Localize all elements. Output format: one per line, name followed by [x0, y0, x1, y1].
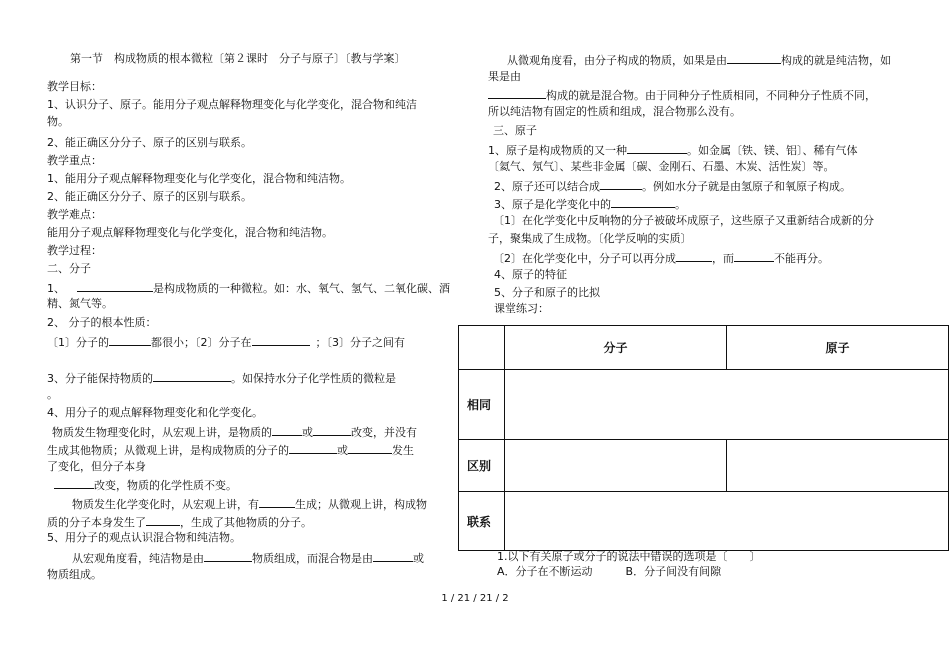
text: 不能再分。: [774, 252, 829, 265]
table-header-molecule: 分子: [505, 326, 727, 370]
fill-blank[interactable]: [109, 334, 151, 346]
section-atom: 三、原子: [493, 124, 537, 137]
practice-heading: 课堂练习：: [494, 302, 549, 315]
page-footer: 1 / 21 / 21 / 2: [441, 593, 509, 604]
text: 〔2〕在化学变化中，分子可以再分成: [493, 252, 676, 265]
text: 2、原子还可以结合成: [494, 180, 600, 193]
text: ，生成了其他物质的分子。: [180, 516, 312, 529]
atom-point-3-1: 〔1〕在化学变化中反响物的分子被破坏成原子，这些原子又重新结合成新的分: [493, 214, 874, 227]
text: 。例如水分子就是由氢原子和氧原子构成。: [642, 180, 851, 193]
row-label-relation: 联系: [459, 492, 505, 551]
text: 物质发生物理变化时，从宏观上讲，是物质的: [52, 426, 272, 439]
fill-blank[interactable]: [259, 496, 295, 508]
fill-blank[interactable]: [252, 334, 310, 346]
fill-blank[interactable]: [727, 52, 781, 64]
text: 生成；从微观上讲，构成物: [295, 498, 427, 511]
question-1: 1.以下有关原子或分子的说法中错误的选项是〔 〕: [497, 550, 761, 563]
lesson-title: 第一节 构成物质的根本微粒〔第２课时 分子与原子〕〔教与学案〕: [70, 52, 406, 65]
fill-blank[interactable]: [600, 178, 642, 190]
fill-blank[interactable]: [734, 250, 774, 262]
text: 改变，并没有: [351, 426, 417, 439]
text: 构成的就是混合物。由于同种分子性质相同，不同种分子性质不同，: [546, 89, 876, 102]
point-2: 2、 分子的根本性质：: [47, 316, 157, 329]
fill-blank[interactable]: [54, 477, 94, 489]
comparison-table: [458, 325, 949, 551]
table-row: [459, 492, 949, 551]
micro-view-line-4: 所以纯洁物有固定的性质和组成，混合物那么没有。: [488, 105, 741, 118]
text: 都很小；〔2〕分子在: [151, 336, 252, 349]
physical-change-line-1: [52, 424, 417, 440]
same-cell[interactable]: [505, 370, 949, 440]
atom-point-4: 4、原子的特征: [494, 268, 567, 281]
process-heading: 教学过程：: [47, 244, 102, 257]
text: 物质发生化学变化时，从宏观上讲，有: [72, 498, 259, 511]
point-1-prefix: 1、: [47, 282, 65, 295]
key-2: 2、能正确区分分子、原子的区别与联系。: [47, 190, 252, 203]
mixture-line-2: 物质组成。: [47, 568, 102, 581]
goals-heading: 教学目标：: [47, 80, 102, 93]
goal-2: 2、能正确区分分子、原子的区别与联系。: [47, 136, 252, 149]
table-header-row: [459, 326, 949, 370]
fill-blank[interactable]: [204, 550, 252, 562]
text: 构成的就是纯洁物，如: [781, 54, 891, 67]
key-1: 1、能用分子观点解释物理变化与化学变化，混合物和纯洁物。: [47, 172, 351, 185]
row-label-same: 相同: [459, 370, 505, 440]
text: 3、原子是化学变化中的: [494, 198, 611, 211]
point-1-text: 是构成物质的一种微粒。如：水、氧气、氢气、二氧化碳、酒: [153, 282, 450, 295]
table-header-atom: 原子: [727, 326, 949, 370]
fill-blank[interactable]: [348, 442, 392, 454]
text: 或: [413, 552, 424, 565]
text: 1、原子是构成物质的又一种: [488, 144, 627, 157]
text: 改变，物质的化学性质不变。: [94, 479, 237, 492]
difficulty-1: 能用分子观点解释物理变化与化学变化，混合物和纯洁物。: [47, 226, 333, 239]
fill-blank[interactable]: [676, 250, 712, 262]
micro-view-line-3: [488, 87, 876, 103]
atom-point-3: [494, 196, 686, 212]
fill-blank[interactable]: [488, 87, 546, 99]
fill-blank[interactable]: [373, 550, 413, 562]
text: 。如金属〔铁、镁、铝〕、稀有气体: [687, 144, 858, 157]
text: 物质组成，而混合物是由: [252, 552, 373, 565]
fill-blank[interactable]: [77, 280, 153, 292]
micro-view-line-2: 果是由: [488, 70, 521, 83]
goal-1-cont: 物。: [47, 115, 69, 128]
key-heading: 教学重点：: [47, 154, 102, 167]
goal-1: 1、认识分子、原子。能用分子观点解释物理变化与化学变化，混合物和纯洁: [47, 98, 417, 111]
text: 。如保持水分子化学性质的微粒是: [231, 372, 396, 385]
atom-point-3-1-cont: 子，聚集成了生成物。〔化学反响的实质〕: [488, 232, 692, 245]
fill-blank[interactable]: [313, 424, 351, 436]
atom-point-3-2: [493, 250, 829, 266]
text: 〔1〕分子的: [47, 336, 109, 349]
point-3-cont: 。: [47, 388, 58, 401]
point-1-cont: 精、氮气等。: [47, 297, 113, 310]
text: 或: [302, 426, 313, 439]
text: ，而: [712, 252, 734, 265]
text: 。: [675, 198, 686, 211]
section-molecule: 二、分子: [47, 262, 91, 275]
atom-point-5: 5、分子和原子的比拟: [494, 286, 600, 299]
fill-blank[interactable]: [153, 370, 231, 382]
difference-molecule-cell[interactable]: [505, 440, 727, 492]
point-2-props: [47, 334, 405, 350]
relation-cell[interactable]: [505, 492, 949, 551]
chemical-change-line-2: [47, 514, 312, 530]
fill-blank[interactable]: [272, 424, 302, 436]
fill-blank[interactable]: [627, 142, 687, 154]
row-label-difference: 区别: [459, 440, 505, 492]
text: ；〔3〕分子之间有: [315, 336, 405, 349]
text: 3、分子能保持物质的: [47, 372, 153, 385]
atom-point-1: [488, 142, 858, 158]
point-3: [47, 370, 396, 386]
text: 或: [337, 444, 348, 457]
question-1-options: A．分子在不断运动 B．分子间没有间隙: [497, 565, 722, 578]
physical-change-line-4: [54, 477, 237, 493]
micro-view-line-1: [507, 52, 891, 68]
point-4: 4、用分子的观点解释物理变化和化学变化。: [47, 406, 263, 419]
text: 生成其他物质；从微观上讲，是构成物质的分子的: [47, 444, 289, 457]
chemical-change-line-1: [72, 496, 427, 512]
difference-atom-cell[interactable]: [727, 440, 949, 492]
physical-change-line-2: [47, 442, 414, 458]
atom-point-1-cont: 〔氦气、氖气〕、某些非金属〔碳、金刚石、石墨、木炭、活性炭〕等。: [488, 160, 835, 173]
text: 发生: [392, 444, 414, 457]
difficulty-heading: 教学难点：: [47, 208, 102, 221]
table-row: [459, 440, 949, 492]
fill-blank[interactable]: [289, 442, 337, 454]
fill-blank[interactable]: [146, 514, 180, 526]
physical-change-line-3: 了变化，但分子本身: [47, 460, 146, 473]
point-1: [47, 280, 450, 296]
text: 质的分子本身发生了: [47, 516, 146, 529]
fill-blank[interactable]: [611, 196, 675, 208]
mixture-line-1: [72, 550, 424, 566]
text: 从宏观角度看，纯洁物是由: [72, 552, 204, 565]
table-corner-cell: [459, 326, 505, 370]
atom-point-2: [494, 178, 851, 194]
text: 从微观角度看，由分子构成的物质，如果是由: [507, 54, 727, 67]
point-5: 5、用分子的观点认识混合物和纯洁物。: [47, 531, 241, 544]
table-row: [459, 370, 949, 440]
